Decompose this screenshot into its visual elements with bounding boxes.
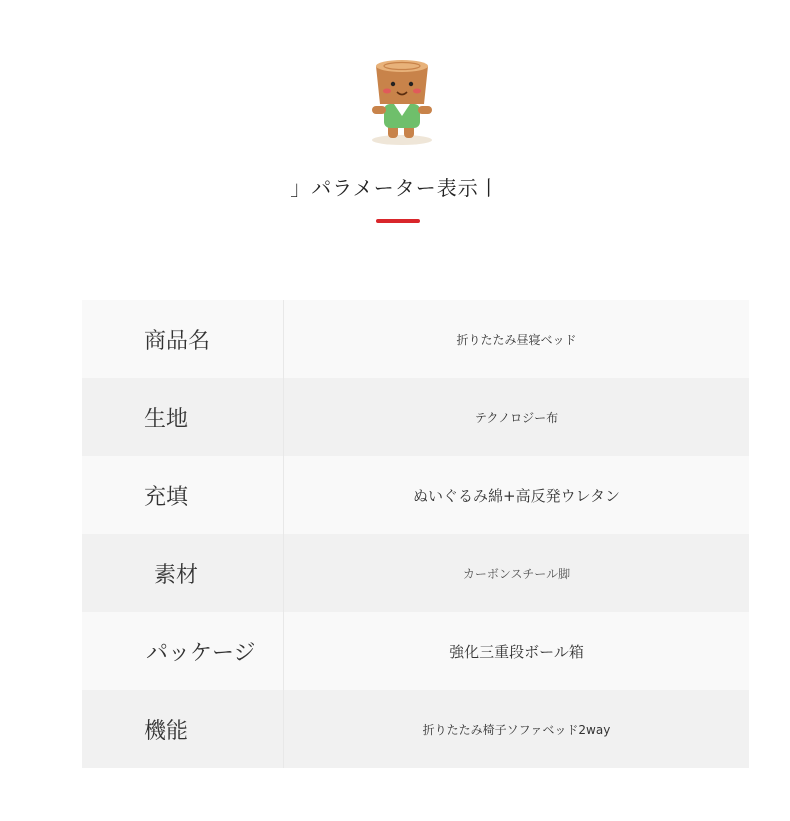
table-row — [82, 690, 749, 768]
param-value: ぬいぐるみ綿+高反発ウレタン — [413, 486, 620, 505]
table-row — [82, 612, 749, 690]
param-label: 素材 — [82, 534, 284, 612]
page-title: 」パラメーター表示丨 — [290, 176, 500, 200]
param-label: 商品名 — [82, 300, 284, 378]
table-row — [82, 378, 749, 456]
tree-stump-mascot-icon — [364, 54, 440, 148]
param-label: 生地 — [82, 378, 284, 456]
param-label: 機能 — [82, 690, 284, 768]
param-value: 折りたたみ昼寝ベッド — [456, 332, 577, 347]
param-value: カーボンスチール脚 — [462, 566, 571, 581]
table-row — [82, 300, 749, 378]
title-underline — [376, 219, 420, 223]
param-label: 充填 — [82, 456, 284, 534]
param-value: テクノロジー布 — [474, 410, 559, 425]
param-label: パッケージ — [82, 612, 284, 690]
param-value: 強化三重段ボール箱 — [449, 642, 584, 661]
table-row — [82, 456, 749, 534]
table-row — [82, 534, 749, 612]
param-value: 折りたたみ椅子ソファベッド2way — [422, 722, 611, 737]
parameter-table — [82, 300, 749, 768]
